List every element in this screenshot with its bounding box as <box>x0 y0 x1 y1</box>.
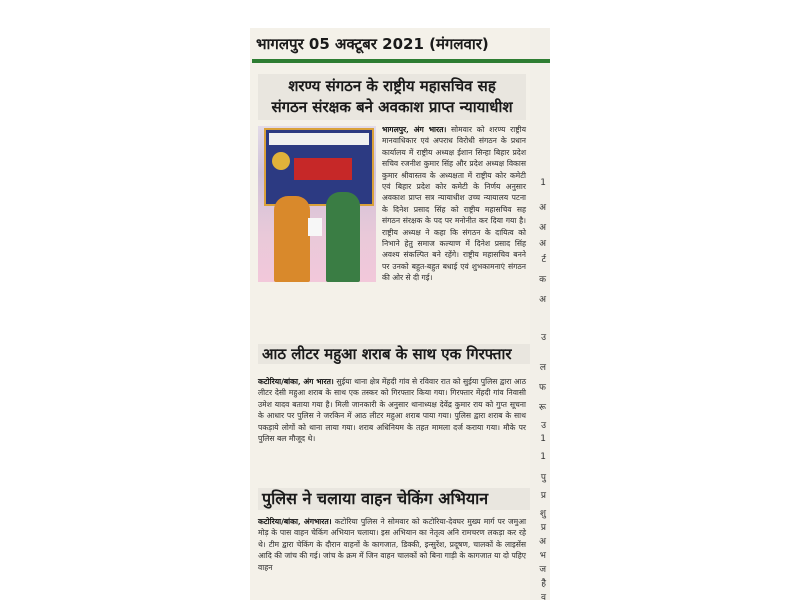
article1-headline-line2: संगठन संरक्षक बने अवकाश प्राप्त न्यायाधीश <box>271 98 513 116</box>
article1-headline <box>258 74 526 120</box>
adjacent-column-strip <box>530 28 550 600</box>
adjacent-column-fragment: अ <box>539 223 546 233</box>
adjacent-column-fragment: पु <box>540 473 546 483</box>
adjacent-column-fragment: 1 <box>540 452 546 462</box>
article3-body <box>258 516 526 573</box>
person-left <box>274 196 310 282</box>
certificate <box>308 218 322 236</box>
adjacent-column-fragment: प्र <box>540 491 546 501</box>
article3-headline: पुलिस ने चलाया वाहन चेकिंग अभियान <box>258 488 530 510</box>
organisation-logo <box>272 152 290 170</box>
article2-headline: आठ लीटर महुआ शराब के साथ एक गिरफ्तार <box>258 344 530 364</box>
adjacent-column-fragment: व <box>540 593 546 600</box>
masthead-rule <box>252 59 550 63</box>
adjacent-column-fragment: अ <box>539 537 546 547</box>
adjacent-column-fragment: क <box>539 275 546 285</box>
adjacent-column-fragment: 1 <box>540 178 546 188</box>
adjacent-column-fragment: उ <box>541 421 546 431</box>
adjacent-column-fragment: रू <box>539 403 546 413</box>
dateline: भागलपुर 05 अक्टूबर 2021 (मंगलवार) <box>256 35 489 53</box>
article1-lead: भागलपुर, अंग भारत। <box>382 125 447 134</box>
banner-header-strip <box>269 133 369 145</box>
person-right <box>326 192 360 282</box>
event-photo <box>258 126 376 282</box>
adjacent-column-fragment: ज <box>539 565 546 575</box>
adjacent-column-fragment: 1 <box>540 434 546 444</box>
article2-body <box>258 376 526 444</box>
office-banner <box>264 128 374 206</box>
article3-lead: कटोरिया/बांका, अंगभारत। <box>258 517 332 526</box>
adjacent-column-fragment: शु <box>539 509 546 519</box>
article2-lead: कटोरिया/बांका, अंग भारत। <box>258 377 334 386</box>
adjacent-column-fragment: अ <box>539 239 546 249</box>
adjacent-column-fragment: फ <box>539 383 546 393</box>
article3-text: कटोरिया पुलिस ने सोमवार को कटोरिया-देवघर मुख्य मार्ग पर जमुआ मोड़ के पास वाहन चेकिंग अभियान चलाया। इस अभियान का नेतृत्व अनि रामचरण लकड़ा कर रहे थे। टीम द्वारा चेकिंग के दौरान वाहनों के कागजात, डिक्की, इन्सुरेंश, प्रदूषण, चालकों के लाइसेंस आदि की जांच की गई। जांच के क्रम में जिन वाहन चालकों को बिना गाड़ी के कागजात या दो पहिए वाहन <box>258 517 526 572</box>
article2-text: सुईया थाना क्षेत्र मेंहदी गांव से रविवार रात को सुईया पुलिस द्वारा आठ लीटर देसी महुआ शराब के साथ एक तस्कर को गिरफ्तार किया गया। गिरफ्तार मेंहदी गांव निवासी उमेश यादव बताया गया है। मिली जानकारी के अनुसार थानाध्यक्ष देवेंद्र कुमार राय को गुप्त सूचना के आधार पर पुलिस ने जरकिन में आठ लीटर महुआ शराब पाया गया। पुलिस द्वारा शराब के साथ पकड़ाये लोगों को थाना लाया गया। शराब अधिनियम के तहत मामला दर्ज कराया गया। मौके पर पुलिस बल मौजूद थे। <box>258 377 527 444</box>
adjacent-column-fragment: है <box>541 579 546 589</box>
article1-text: सोमवार को शरण्य राष्ट्रीय मानवाधिकार एवं अपराध विरोधी संगठन के प्रधान कार्यालय में राष्ट्रीय अध्यक्ष ईशान सिन्हा बिहार प्रदेश सचिव रजनीश कुमार सिंह और प्रदेश अध्यक्ष विकास कुमार श्रीवास्तव के अध्यक्षता में राष्ट्रीय कोर कमेटी एवं बिहार प्रदेश कोर कमेटी के निर्णय अनुसार अवकाश प्राप्त सत्र न्यायाधीश उच्च न्यायालय पटना के दिनेश प्रसाद सिंह को राष्ट्रीय महासचिव सह संगठन संरक्षक के पद पर मनोनीत कर दिया गया है। राष्ट्रीय अध्यक्ष ने कहा कि संगठन के दायित्व को निभाने हेतु समाज कल्याण में दिनेश प्रसाद सिंह अवश्य संकल्पित बने रहेंगे। राष्ट्रीय महासचिव बनने पर उनको बहुत-बहुत बधाई एवं शुभकामनाएं संगठन की ओर से दी गई। <box>382 125 526 283</box>
adjacent-column-fragment: अ <box>539 295 546 305</box>
adjacent-column-fragment: ल <box>539 363 546 373</box>
article1-body <box>258 124 526 284</box>
article1-headline-line1: शरण्य संगठन के राष्ट्रीय महासचिव सह <box>288 77 496 95</box>
adjacent-column-fragment: र्ट <box>541 255 546 265</box>
adjacent-column-fragment: उ <box>541 333 546 343</box>
banner-title-block <box>294 158 352 180</box>
adjacent-column-fragment: प्र <box>540 523 546 533</box>
adjacent-column-fragment: अ <box>539 203 546 213</box>
adjacent-column-fragment: भ <box>539 551 546 561</box>
